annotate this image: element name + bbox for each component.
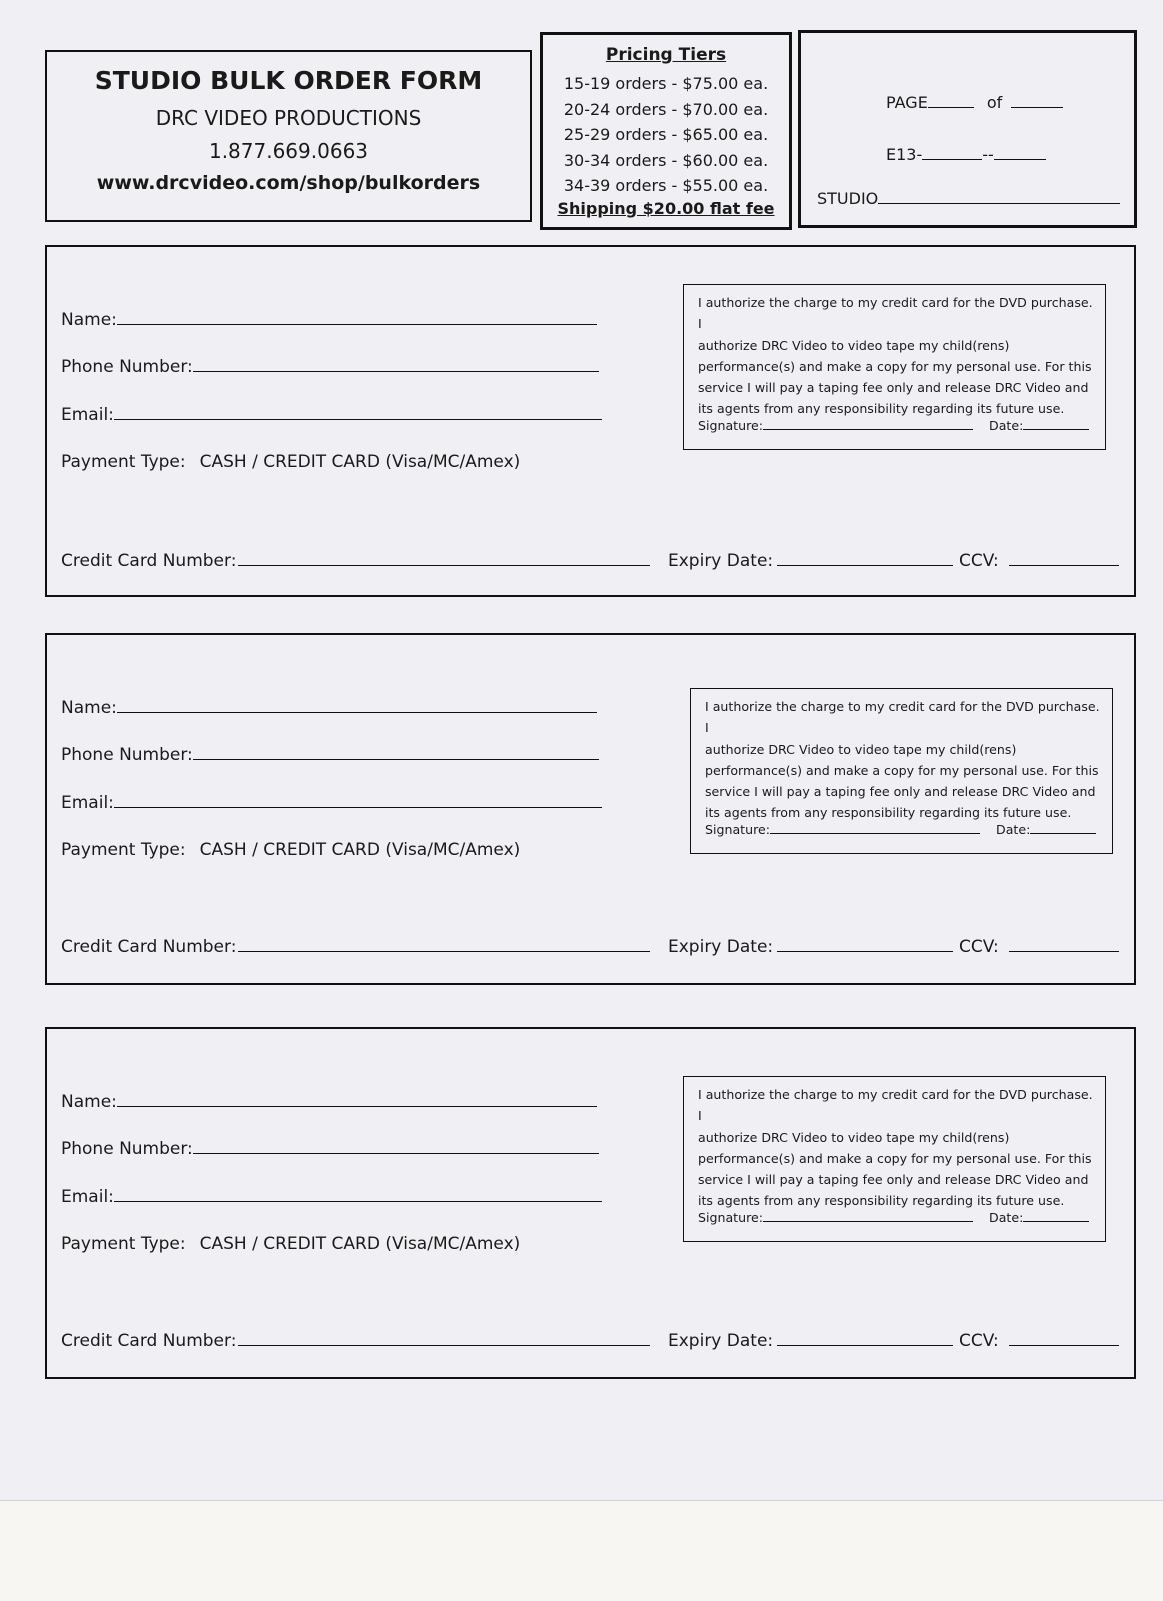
authorization-text: I authorize the charge to my credit card for the DVD purchase. I authorize DRC Video to video tape my child(rens) performance(s) and make a copy for my personal use. For this service I will pay a taping fee only and release DRC Video and its agents from any responsibility regarding its future use. (698, 295, 1093, 417)
order-section-1 (45, 245, 1136, 597)
expiry-label: Expiry Date: (668, 1331, 774, 1351)
studio-label: STUDIO (817, 189, 879, 208)
page-label: PAGE (886, 93, 928, 112)
name-label: Name: (61, 698, 117, 718)
signature-row (705, 819, 1098, 840)
title-box (45, 50, 532, 222)
email-row (61, 403, 602, 425)
ccv-field[interactable] (1009, 551, 1119, 566)
phone-field[interactable] (193, 743, 599, 760)
expiry-label: Expiry Date: (668, 937, 774, 957)
phone-label: Phone Number: (61, 1139, 193, 1159)
company-website: www.drcvideo.com/shop/bulkorders (96, 172, 481, 194)
expiry-label: Expiry Date: (668, 551, 774, 571)
ccv-field[interactable] (1009, 1331, 1119, 1346)
code-prefix: E13- (886, 145, 923, 164)
expiry-field[interactable] (777, 1331, 953, 1346)
phone-label: Phone Number: (61, 745, 193, 765)
page-total-field[interactable] (1011, 93, 1063, 108)
pricing-tier: 30-34 orders - $60.00 ea. (563, 150, 769, 170)
phone-label: Phone Number: (61, 357, 193, 377)
signature-label: Signature: (698, 418, 763, 433)
email-label: Email: (61, 1187, 114, 1207)
email-field[interactable] (114, 403, 602, 420)
cc-label: Credit Card Number: (61, 551, 237, 571)
payment-options: CASH / CREDIT CARD (Visa/MC/Amex) (199, 1234, 521, 1254)
phone-row (61, 355, 599, 377)
code-separator: -- (982, 145, 994, 164)
pricing-tier: 20-24 orders - $70.00 ea. (563, 99, 769, 119)
date-field[interactable] (1030, 821, 1096, 834)
expiry-field[interactable] (777, 937, 953, 952)
email-field[interactable] (114, 1185, 602, 1202)
shipping-fee: Shipping $20.00 flat fee (557, 199, 775, 218)
code-row (886, 145, 1046, 164)
pricing-tier: 25-29 orders - $65.00 ea. (563, 125, 769, 144)
code-part1-field[interactable] (922, 145, 982, 160)
name-field[interactable] (117, 696, 597, 713)
authorization-box (690, 688, 1113, 854)
cc-number-field[interactable] (238, 551, 650, 566)
signature-label: Signature: (698, 1210, 763, 1225)
signature-field[interactable] (763, 417, 973, 430)
email-row (61, 1185, 602, 1207)
name-row (61, 696, 597, 718)
email-label: Email: (61, 405, 114, 425)
name-field[interactable] (117, 1090, 597, 1107)
date-label: Date: (989, 1210, 1024, 1225)
studio-field[interactable] (878, 189, 1120, 204)
signature-field[interactable] (770, 821, 980, 834)
cc-label: Credit Card Number: (61, 1331, 237, 1351)
date-field[interactable] (1023, 417, 1089, 430)
phone-field[interactable] (193, 1137, 599, 1154)
page-number-field[interactable] (928, 93, 974, 108)
payment-label: Payment Type: (61, 840, 186, 860)
ccv-label: CCV: (959, 1331, 999, 1351)
email-field[interactable] (114, 791, 602, 808)
date-label: Date: (996, 822, 1031, 837)
phone-row (61, 1137, 599, 1159)
signature-label: Signature: (705, 822, 770, 837)
date-field[interactable] (1023, 1209, 1089, 1222)
name-row (61, 1090, 597, 1112)
studio-row (817, 189, 1120, 208)
pricing-tier: 15-19 orders - $75.00 ea. (563, 74, 769, 93)
of-label: of (986, 93, 1003, 112)
name-label: Name: (61, 310, 117, 330)
pricing-tier: 34-39 orders - $55.00 ea. (563, 176, 769, 195)
company-name: DRC VIDEO PRODUCTIONS (155, 106, 422, 130)
company-phone: 1.877.669.0663 (208, 139, 369, 163)
form-title: STUDIO BULK ORDER FORM (94, 66, 483, 95)
payment-label: Payment Type: (61, 452, 186, 472)
signature-row (698, 1207, 1091, 1228)
payment-row (61, 1234, 520, 1254)
name-label: Name: (61, 1092, 117, 1112)
date-label: Date: (989, 418, 1024, 433)
authorization-text: I authorize the charge to my credit card for the DVD purchase. I authorize DRC Video to video tape my child(rens) performance(s) and make a copy for my personal use. For this service I will pay a taping fee only and release DRC Video and its agents from any responsibility regarding its future use. (705, 699, 1100, 821)
phone-field[interactable] (193, 355, 599, 372)
authorization-text: I authorize the charge to my credit card for the DVD purchase. I authorize DRC Video to video tape my child(rens) performance(s) and make a copy for my personal use. For this service I will pay a taping fee only and release DRC Video and its agents from any responsibility regarding its future use. (698, 1087, 1093, 1209)
pricing-heading: Pricing Tiers (605, 45, 727, 65)
payment-row (61, 452, 520, 472)
email-row (61, 791, 602, 813)
authorization-box (683, 284, 1106, 450)
code-part2-field[interactable] (994, 145, 1046, 160)
signature-row (698, 415, 1091, 436)
cc-number-field[interactable] (238, 937, 650, 952)
ccv-label: CCV: (959, 937, 999, 957)
order-section-2 (45, 633, 1136, 985)
name-field[interactable] (117, 308, 597, 325)
ccv-field[interactable] (1009, 937, 1119, 952)
expiry-field[interactable] (777, 551, 953, 566)
payment-label: Payment Type: (61, 1234, 186, 1254)
pricing-tier-list (543, 71, 789, 199)
phone-row (61, 743, 599, 765)
payment-options: CASH / CREDIT CARD (Visa/MC/Amex) (199, 452, 521, 472)
page-number-row (886, 93, 1063, 112)
page-info-box (798, 30, 1137, 228)
pricing-tiers-box (540, 32, 792, 230)
signature-field[interactable] (763, 1209, 973, 1222)
cc-number-field[interactable] (238, 1331, 650, 1346)
order-section-3 (45, 1027, 1136, 1379)
payment-options: CASH / CREDIT CARD (Visa/MC/Amex) (199, 840, 521, 860)
ccv-label: CCV: (959, 551, 999, 571)
email-label: Email: (61, 793, 114, 813)
authorization-box (683, 1076, 1106, 1242)
paper-edge (0, 1500, 1163, 1601)
payment-row (61, 840, 520, 860)
name-row (61, 308, 597, 330)
cc-label: Credit Card Number: (61, 937, 237, 957)
